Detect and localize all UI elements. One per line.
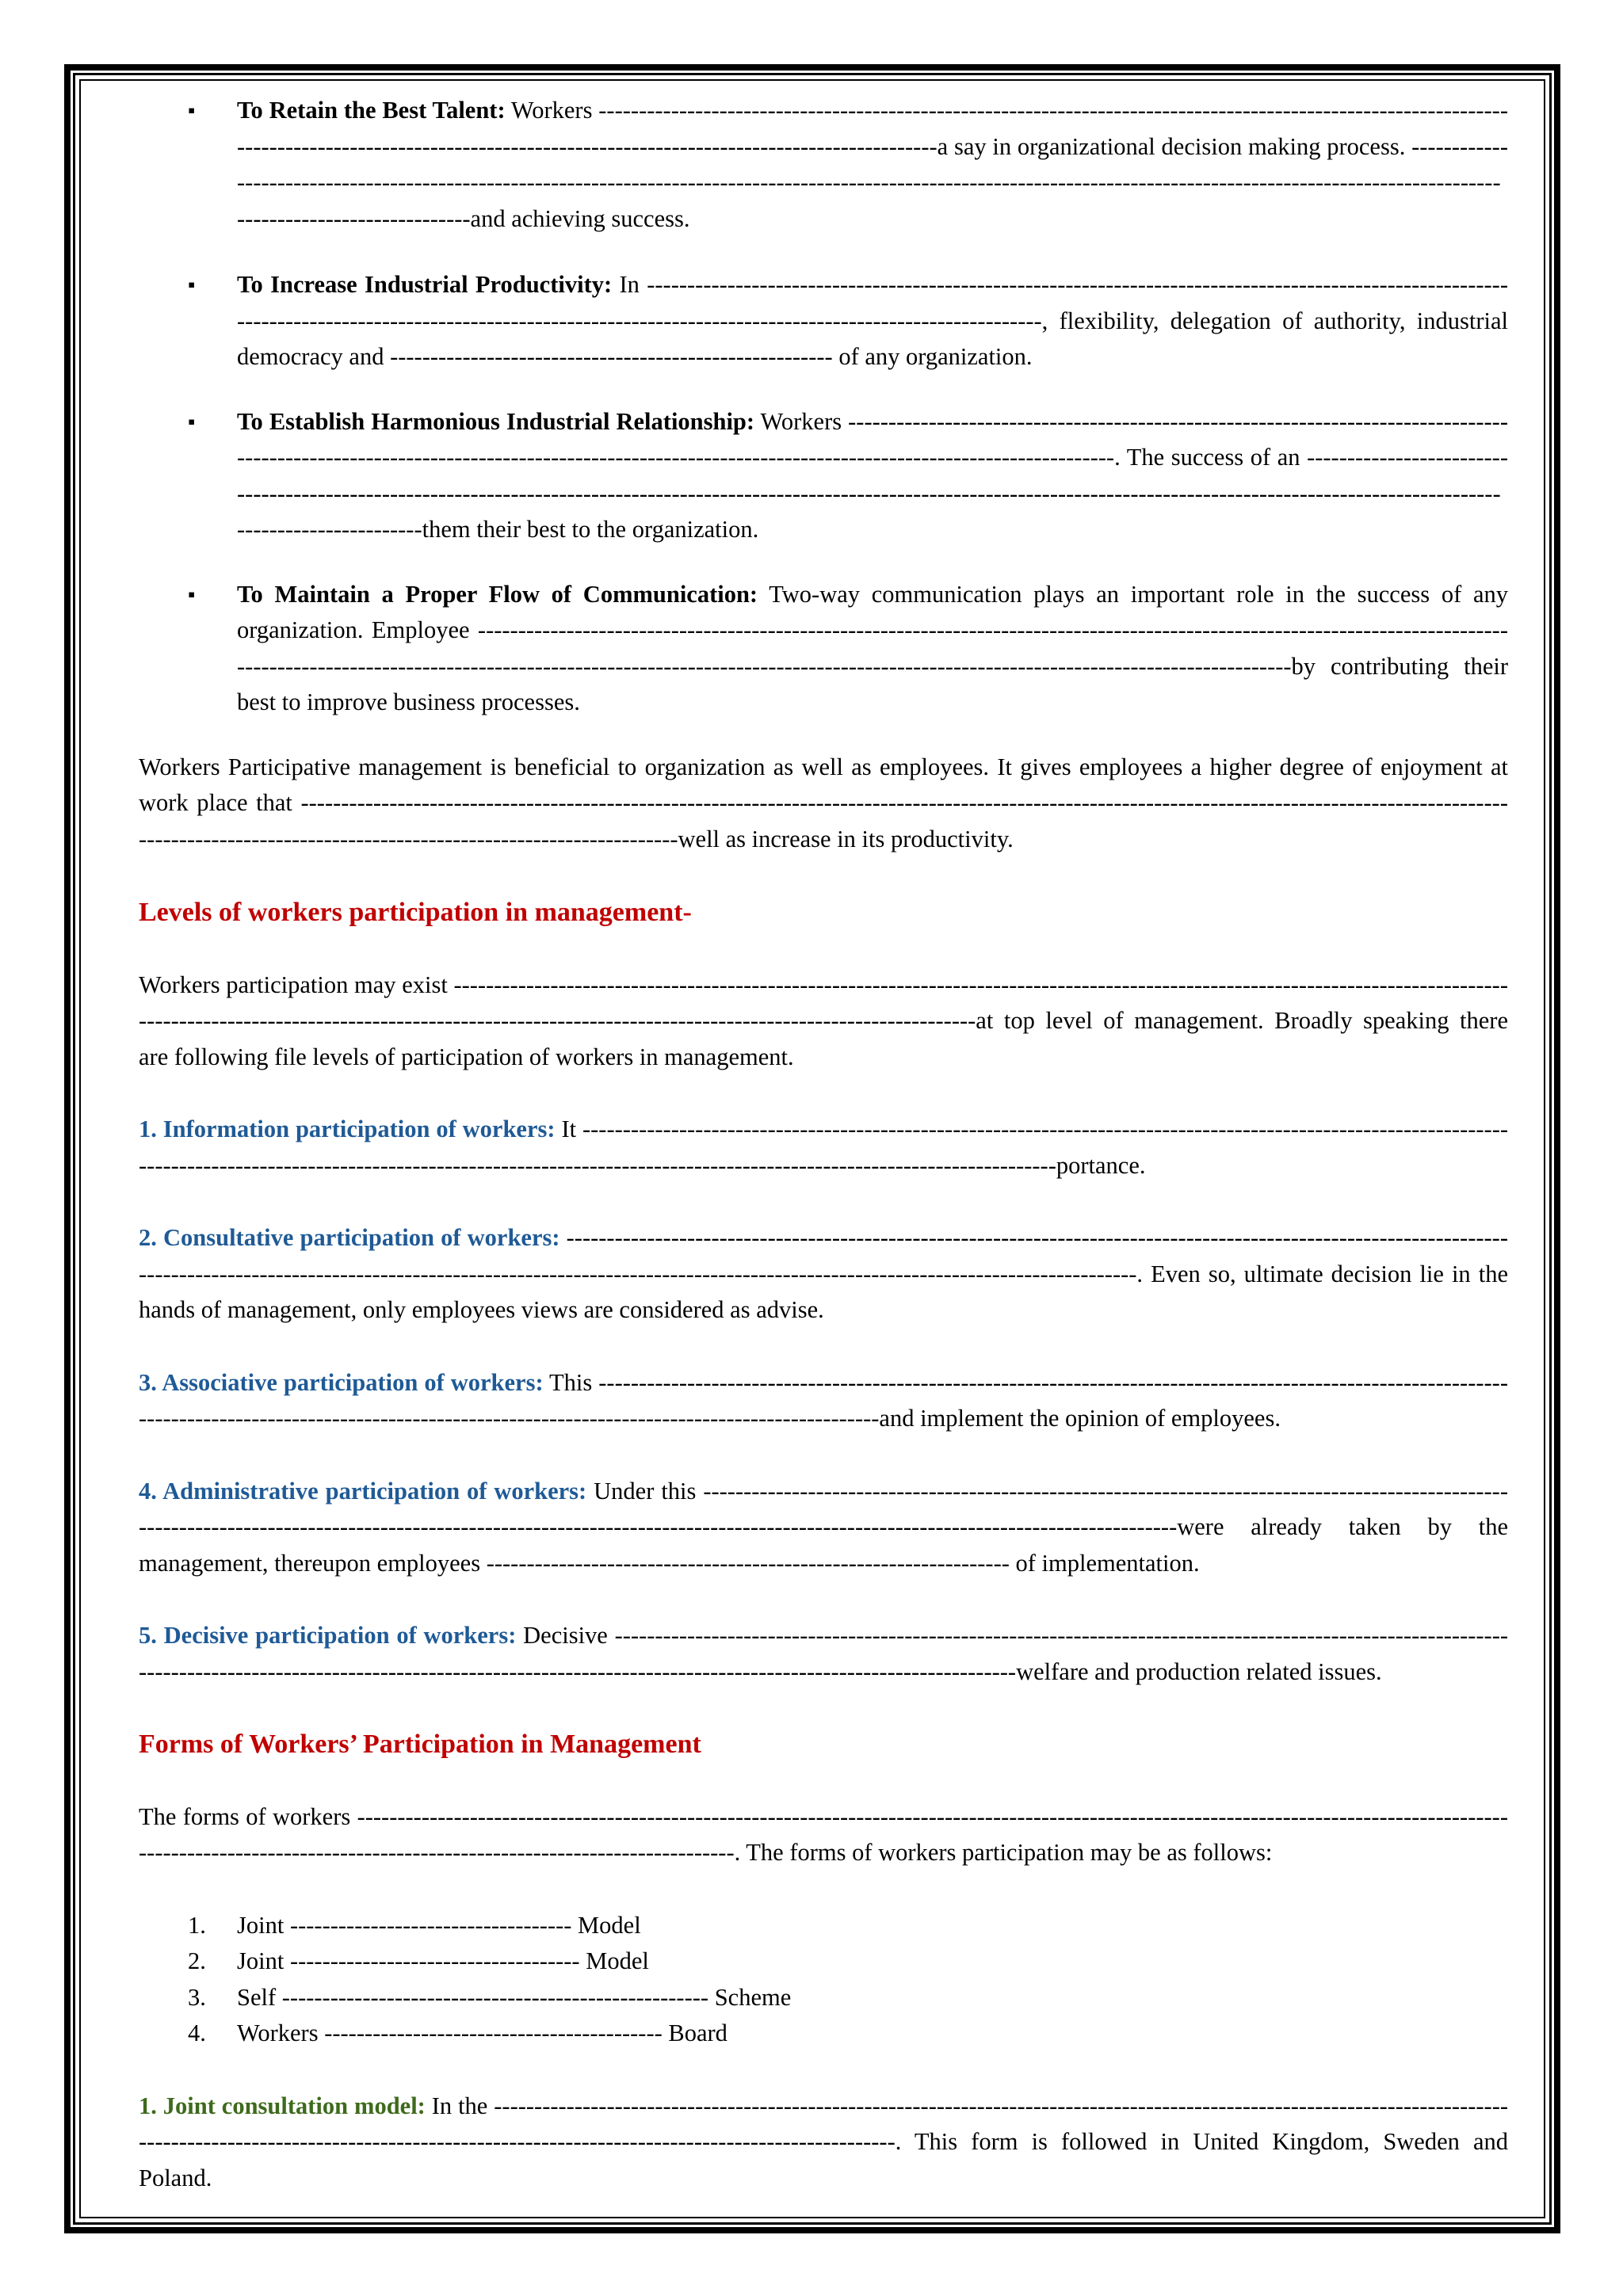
level-associative xyxy=(139,1365,1508,1437)
list-item xyxy=(139,1943,1508,1980)
page-content xyxy=(139,93,1508,2196)
level-administrative xyxy=(139,1474,1508,1582)
list-text: Workers ------------------------------------------ Board xyxy=(237,2019,727,2046)
list-item xyxy=(139,1908,1508,1944)
levels-intro: Workers participation may exist -------------------------------------------------------------------------------------------------------------------------------------------------------------------------------------------------------------------------------------------at top level of management. Broadly speaking there are following file levels of participation of workers in management. xyxy=(139,971,1508,1070)
level-heading: 4. Administrative participation of workers: xyxy=(139,1477,587,1505)
bullet-square-icon: ▪ xyxy=(188,273,196,296)
bullet-heading: To Establish Harmonious Industrial Relationship: xyxy=(237,407,755,435)
joint-consultation-model xyxy=(139,2088,1508,2197)
level-text: Under this -------------------------------------------------------------------------------------------------------------------------------------------------------------------------------------------------------------------------------------were already taken by the management, thereupon employees ----------------------------------------------------------------- of implementation. xyxy=(139,1477,1508,1577)
level-text: This -------------------------------------------------------------------------------------------------------------------------------------------------------------------------------------------------------------and implement the opinion of employees. xyxy=(139,1368,1508,1432)
list-number: 3. xyxy=(188,1983,206,2011)
bullet-communication-flow xyxy=(139,577,1508,721)
level-heading: 1. Information participation of workers: xyxy=(139,1116,556,1142)
bullet-square-icon: ▪ xyxy=(188,99,196,122)
bullet-heading: To Retain the Best Talent: xyxy=(237,97,506,124)
list-item xyxy=(139,1980,1508,2016)
level-heading: 2. Consultative participation of workers: xyxy=(139,1224,560,1251)
list-item xyxy=(139,2016,1508,2052)
list-number: 4. xyxy=(188,2019,206,2046)
bullet-text: Two-way communication plays an important role in the success of any organization. Employee -------------------------------------------------------------------------------------------------------------------------------------------------------------------------------------------------------------------------------------------------------------------by contributing their best to improve business processes. xyxy=(237,580,1508,715)
forms-heading: Forms of Workers’ Participation in Management xyxy=(139,1730,701,1759)
forms-intro: The forms of workers -------------------------------------------------------------------------------------------------------------------------------------------------------------------------------------------------------------------------. The forms of workers participation may be as follows: xyxy=(139,1802,1508,1866)
bullet-retain-talent xyxy=(139,93,1508,237)
model-heading: 1. Joint consultation model: xyxy=(139,2092,426,2119)
bullet-text: In ---------------------------------------------------------------------------------------------------------------------------------------------------------------------------------------------------------------, flexibility, delegation of authority, industrial democracy and ------------------------------------------------------- of any organization. xyxy=(237,271,1508,370)
bullet-text: Workers -----------------------------------------------------------------------------------------------------------------------------------------------------------------------------------------------. The success of an -------------------------------------------------------------------------------------------------------------------------------------------------------------------------------------------------------------them their best to the organization. xyxy=(237,407,1508,543)
bullet-industrial-productivity xyxy=(139,267,1508,376)
level-heading: 3. Associative participation of workers: xyxy=(139,1368,544,1396)
level-text: Decisive ----------------------------------------------------------------------------------------------------------------------------------------------------------------------------------------------------------------------------welfare and production related issues. xyxy=(139,1622,1509,1685)
model-text: In the ----------------------------------------------------------------------------------------------------------------------------------------------------------------------------------------------------------------------------. This form is followed in United Kingdom, Sweden and Poland. xyxy=(139,2092,1509,2191)
bullet-square-icon: ▪ xyxy=(188,582,196,606)
levels-heading: Levels of workers participation in management- xyxy=(139,898,692,927)
list-text: Self ----------------------------------------------------- Scheme xyxy=(237,1983,792,2011)
list-text: Joint ------------------------------------ Model xyxy=(237,1947,649,1974)
level-heading: 5. Decisive participation of workers: xyxy=(139,1622,517,1649)
bullet-square-icon: ▪ xyxy=(188,410,196,433)
bullet-heading: To Maintain a Proper Flow of Communication: xyxy=(237,580,758,608)
level-information xyxy=(139,1112,1508,1184)
level-consultative xyxy=(139,1220,1508,1329)
intro-paragraph: Workers Participative management is beneficial to organization as well as employees. It gives employees a higher degree of enjoyment at work place that -------------------------------------------------------------------------------------------------------------------------------------------------------------------------------------------------------------------------well as increase in its productivity. xyxy=(139,753,1508,852)
level-text: It -------------------------------------------------------------------------------------------------------------------------------------------------------------------------------------------------------------------------------------portance. xyxy=(139,1116,1509,1179)
bullet-heading: To Increase Industrial Productivity: xyxy=(237,271,613,298)
bullet-text: Workers --------------------------------------------------------------------------------------------------------------------------------------------------------------------------------------------------------a say in organizational decision making process. ------------------------------------------------------------------------------------------------------------------------------------------------------------------------------------------------------and achieving success. xyxy=(237,97,1508,232)
forms-list xyxy=(139,1908,1508,2052)
list-number: 1. xyxy=(188,1911,206,1939)
list-number: 2. xyxy=(188,1947,206,1974)
list-text: Joint ----------------------------------- Model xyxy=(237,1911,641,1939)
level-text: -------------------------------------------------------------------------------------------------------------------------------------------------------------------------------------------------------------------------------------------------. Even so, ultimate decision lie in the hands of management, only employees views are considered as advise. xyxy=(139,1224,1508,1323)
level-decisive xyxy=(139,1618,1508,1690)
bullet-harmonious-relationship xyxy=(139,404,1508,548)
